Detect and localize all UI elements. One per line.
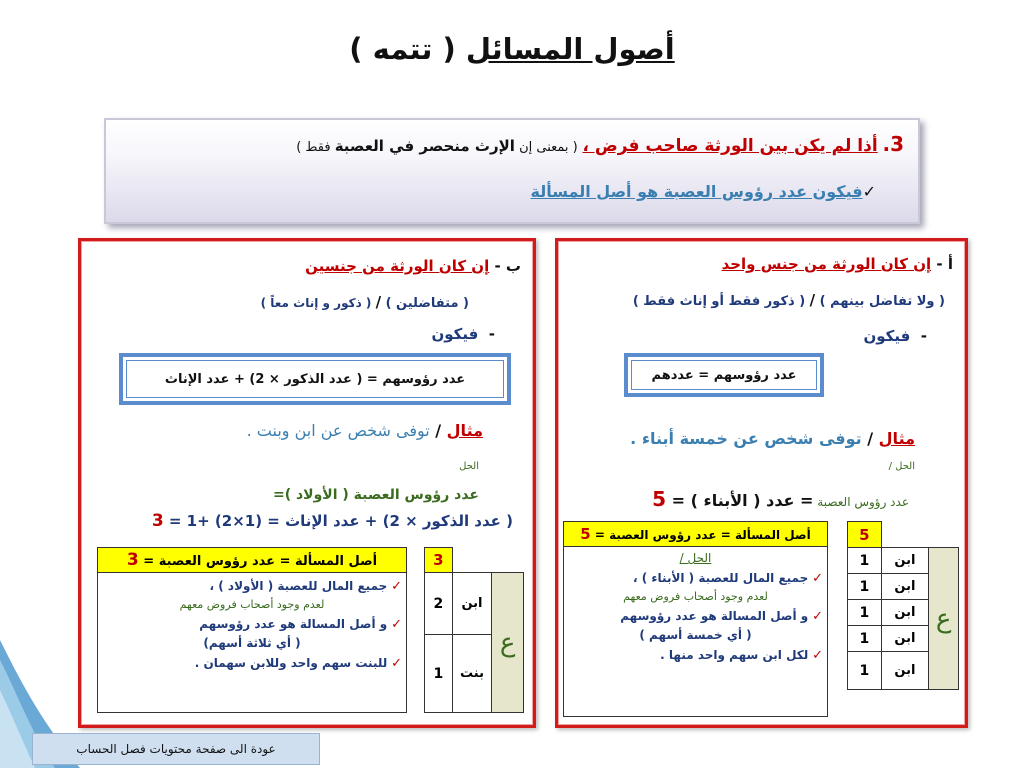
- right-share-cell: 1: [848, 548, 882, 574]
- intro-condition: أذا لم يكن بين الورثة صاحب فرض ،: [582, 136, 878, 156]
- right-example: [630, 429, 915, 448]
- left-example-slash: /: [429, 421, 447, 440]
- left-heirs-table: [424, 547, 524, 713]
- intro-meaning-pre: ( بمعنى إن: [514, 140, 578, 155]
- left-fayakun-text: فيكون: [431, 325, 479, 343]
- check-icon: ✓: [812, 609, 823, 624]
- right-heads-eq: = عدد ( الأبناء ) =: [666, 491, 814, 510]
- right-sub-pre: ( ولا تفاضل بينهم ): [815, 294, 945, 309]
- right-share-cell: 1: [848, 574, 882, 600]
- right-heir-cell: ابن: [881, 652, 929, 690]
- right-bullet-3-text: لكل ابن سهم واحد منها .: [660, 648, 809, 662]
- title-rest: ( تتمه ): [349, 32, 466, 66]
- left-subheading: [261, 293, 469, 311]
- left-calc-text: ( عدد الذكور × 2) + عدد الإناث = (1×2) +1 =: [163, 512, 513, 530]
- check-icon: ✓: [391, 617, 402, 632]
- left-formula-box: [119, 353, 511, 405]
- left-share-cell: 2: [425, 573, 453, 635]
- left-example: [247, 421, 483, 440]
- right-bullet-2-sub: ( أي خمسة أسهم ): [639, 628, 752, 642]
- right-explain-table: [563, 521, 828, 717]
- right-formula-box: [624, 353, 824, 397]
- title-main: أصول المسائل: [465, 32, 675, 66]
- intro-box: [104, 118, 920, 224]
- panel-two-genders: [78, 238, 536, 728]
- intro-line-1: [124, 132, 904, 156]
- left-example-text: توفى شخص عن ابن وبنت .: [246, 421, 430, 440]
- left-bullet-1-text: جميع المال للعصبة ( الأولاد ) ،: [209, 579, 388, 593]
- check-icon: ✓: [862, 182, 876, 201]
- intro-meaning-post: فقط ): [296, 140, 335, 155]
- right-bullet-3: [568, 648, 823, 663]
- right-asaba-cell: ع: [929, 548, 959, 690]
- left-bullet-3: [102, 656, 402, 671]
- right-heads-pre: عدد رؤوس العصبة: [813, 495, 909, 509]
- right-bullet-1: [568, 571, 823, 609]
- page-title: [0, 32, 1024, 66]
- right-sub-post: ( ذكور فقط أو إناث فقط ): [632, 294, 810, 309]
- left-origin-cell: 3: [425, 548, 453, 573]
- left-bullet-2: [102, 617, 402, 656]
- right-table-body: [564, 547, 828, 717]
- right-heir-cell: ابن: [881, 548, 929, 574]
- right-origin-cell: 5: [848, 522, 882, 548]
- left-calc-value: 3: [151, 511, 164, 531]
- right-heading-text: إن كان الورثة من جنس واحد: [721, 255, 932, 273]
- left-heads-line: عدد رؤوس العصبة ( الأولاد )=: [272, 487, 479, 503]
- back-to-contents-link[interactable]: عودة الى صفحة محتويات فصل الحساب: [32, 733, 320, 765]
- right-heads-value: 5: [652, 487, 667, 511]
- right-heirs-table: [847, 521, 959, 690]
- left-table-header: [98, 548, 407, 573]
- left-bullet-3-text: للبنت سهم واحد وللابن سهمان .: [194, 656, 388, 670]
- left-heir-cell: بنت: [452, 635, 492, 713]
- intro-meaning-bold: الإرث منحصر في العصبة: [334, 137, 515, 155]
- intro-line-2: [531, 182, 876, 201]
- left-solution-label: الحل: [459, 461, 479, 472]
- intro-result: فيكون عدد رؤوس العصبة هو أصل المسألة: [530, 182, 863, 201]
- right-heading: [722, 255, 953, 273]
- right-example-text: توفى شخص عن خمسة أبناء .: [630, 429, 862, 448]
- panel-single-gender: [555, 238, 968, 728]
- right-fayakun-text: فيكون: [863, 327, 911, 345]
- right-heads-line: [652, 487, 909, 511]
- left-table-header-text: أصل المسألة = عدد رؤوس العصبة =: [138, 554, 378, 569]
- right-heir-cell: ابن: [881, 574, 929, 600]
- left-fayakun: [431, 325, 495, 343]
- check-icon: ✓: [812, 571, 823, 586]
- right-table-header: [564, 522, 828, 547]
- left-bullet-1-sub: لعدم وجود أصحاب فروض معهم: [179, 598, 325, 611]
- right-heir-cell: ابن: [881, 600, 929, 626]
- left-bullet-2-text: و أصل المسالة هو عدد رؤوسهم: [199, 617, 388, 631]
- right-bullet-2: [568, 609, 823, 648]
- right-bullet-2-text: و أصل المسالة هو عدد رؤوسهم: [620, 609, 809, 623]
- right-share-cell: 1: [848, 652, 882, 690]
- left-sub-post: ( ذكور و إناث معاً ): [260, 296, 376, 310]
- left-explain-table: [97, 547, 407, 713]
- left-heading-text: إن كان الورثة من جنسين: [305, 257, 490, 275]
- check-icon: ✓: [391, 656, 402, 671]
- right-formula: عدد رؤوسهم = عددهم: [631, 360, 817, 390]
- right-example-label: مثال: [878, 429, 915, 448]
- right-share-cell: 1: [848, 600, 882, 626]
- right-table-header-text: أصل المسألة = عدد رؤوس العصبة =: [590, 528, 811, 542]
- left-dash: -: [488, 325, 495, 343]
- right-subheading: [633, 291, 945, 309]
- right-fayakun: [863, 327, 927, 345]
- right-solution-label: الحل /: [888, 461, 915, 472]
- left-sub-pre: ( متفاضلين ): [381, 296, 469, 311]
- left-table-header-value: 3: [126, 550, 139, 570]
- left-table-body: [98, 573, 407, 713]
- check-icon: ✓: [812, 648, 823, 663]
- right-table-solution: الحل /: [679, 551, 712, 565]
- left-formula: عدد رؤوسهم = ( عدد الذكور × 2) + عدد الإناث: [126, 360, 504, 398]
- left-asaba-cell: ع: [492, 573, 524, 713]
- right-sub-slash: /: [809, 291, 816, 309]
- right-heir-cell: ابن: [881, 626, 929, 652]
- right-example-slash: /: [861, 429, 879, 448]
- left-heading: [305, 257, 521, 275]
- left-example-label: مثال: [446, 421, 483, 440]
- left-sub-slash: /: [375, 293, 382, 311]
- right-share-cell: 1: [848, 626, 882, 652]
- intro-number: 3.: [882, 132, 904, 156]
- left-heading-prefix: ب -: [489, 257, 521, 275]
- right-bullet-1-sub: لعدم وجود أصحاب فروض معهم: [623, 590, 768, 603]
- check-icon: ✓: [391, 579, 402, 594]
- right-dash: -: [920, 327, 927, 345]
- right-bullet-1-text: جميع المال للعصبة ( الأبناء ) ،: [633, 571, 809, 585]
- left-heir-cell: ابن: [452, 573, 492, 635]
- left-bullet-2-sub: ( أي ثلاثة أسهم): [203, 636, 301, 650]
- right-heading-prefix: أ -: [931, 255, 953, 273]
- left-share-cell: 1: [425, 635, 453, 713]
- left-calc-line: [152, 511, 513, 531]
- right-table-header-value: 5: [580, 525, 591, 543]
- left-bullet-1: [102, 579, 402, 617]
